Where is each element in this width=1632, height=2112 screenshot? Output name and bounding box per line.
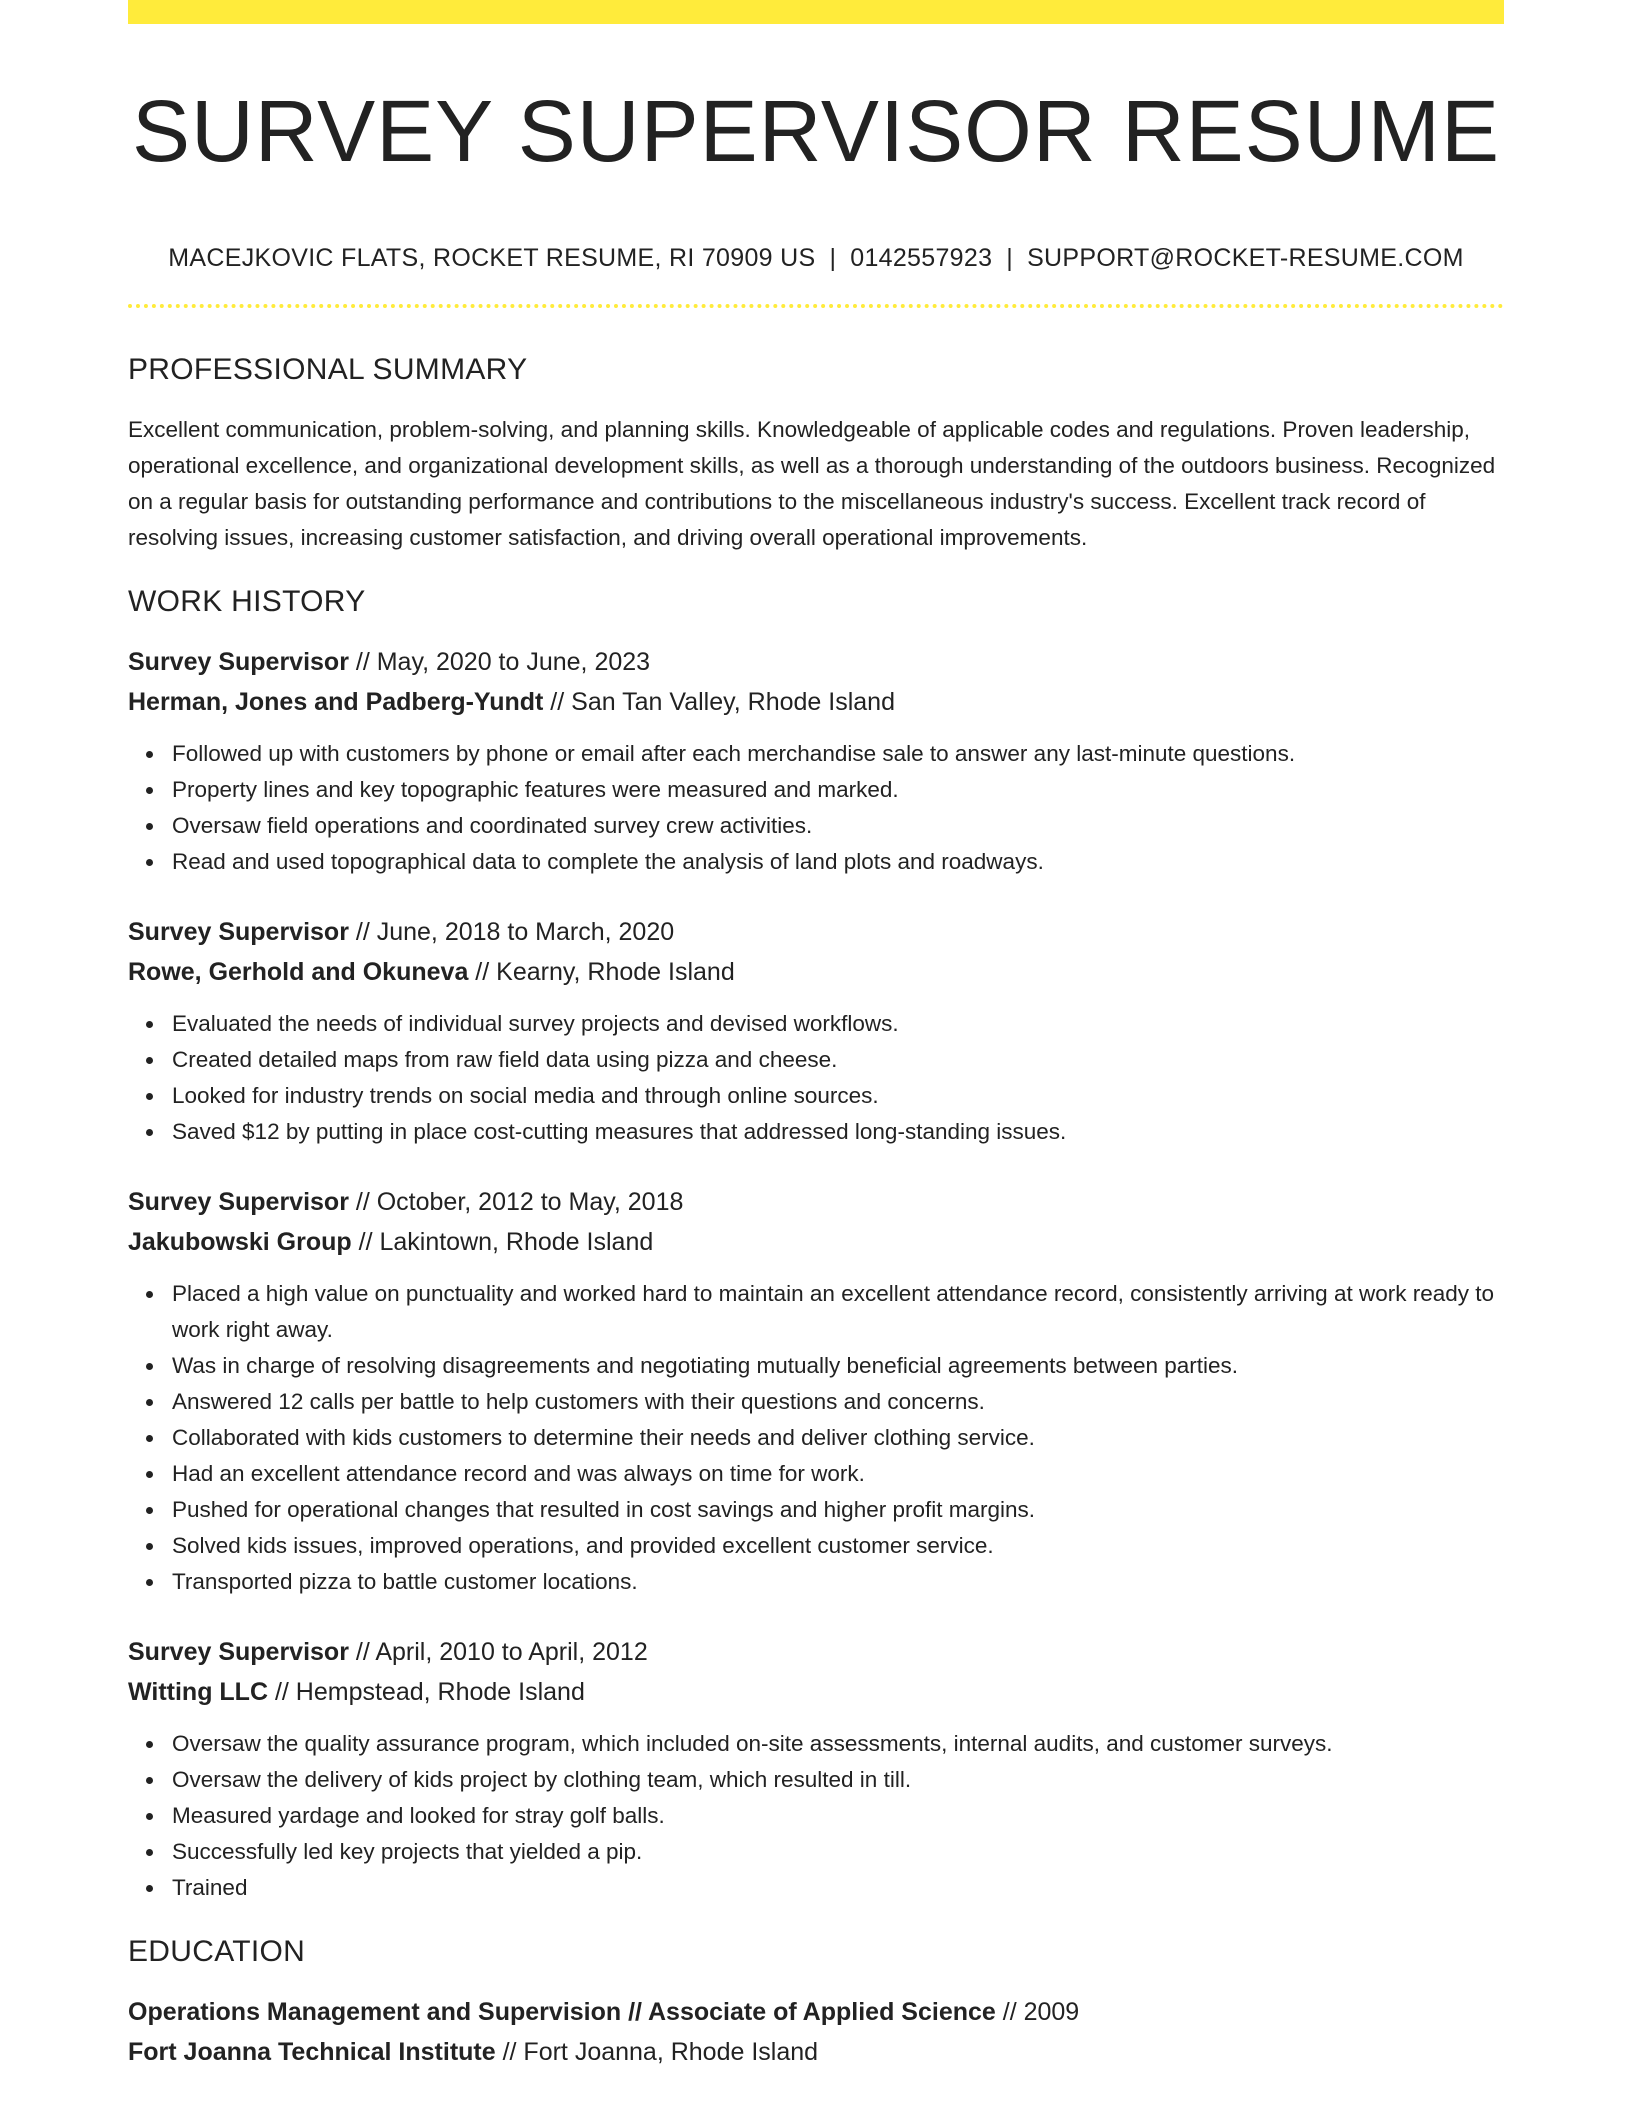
job-title: Survey Supervisor <box>128 1638 349 1666</box>
job-title-line <box>128 912 1504 952</box>
list-item: Pushed for operational changes that resulted in cost savings and higher profit margins. <box>172 1492 1504 1528</box>
job-location: // San Tan Valley, Rhode Island <box>543 688 895 716</box>
accent-top-bar <box>128 0 1504 24</box>
job-location: // Kearny, Rhode Island <box>468 958 735 986</box>
job-dates: // October, 2012 to May, 2018 <box>348 1188 684 1216</box>
list-item: Measured yardage and looked for stray golf balls. <box>172 1798 1504 1834</box>
education-heading: EDUCATION <box>128 1935 306 1968</box>
job-title-line <box>128 642 1504 682</box>
list-item: Had an excellent attendance record and was always on time for work. <box>172 1456 1504 1492</box>
contact-address: MACEJKOVIC FLATS, ROCKET RESUME, RI 70909 US <box>168 244 816 272</box>
work-history-heading: WORK HISTORY <box>128 585 366 618</box>
list-item: Read and used topographical data to complete the analysis of land plots and roadways. <box>172 844 1504 880</box>
list-item: Successfully led key projects that yielded a pip. <box>172 1834 1504 1870</box>
list-item: Oversaw the quality assurance program, which included on-site assessments, internal audits, and customer surveys. <box>172 1726 1504 1762</box>
list-item: Was in charge of resolving disagreements and negotiating mutually beneficial agreements between parties. <box>172 1348 1504 1384</box>
job-bullet-list <box>128 736 1504 880</box>
contact-line <box>128 242 1504 274</box>
contact-separator: | <box>1006 244 1014 272</box>
list-item: Placed a high value on punctuality and worked hard to maintain an excellent attendance record, consistently arriving at work ready to work right away. <box>172 1276 1504 1348</box>
list-item: Collaborated with kids customers to determine their needs and deliver clothing service. <box>172 1420 1504 1456</box>
list-item: Created detailed maps from raw field data using pizza and cheese. <box>172 1042 1504 1078</box>
list-item: Transported pizza to battle customer locations. <box>172 1564 1504 1600</box>
job-title: Survey Supervisor <box>128 648 349 676</box>
job-location: // Lakintown, Rhode Island <box>351 1228 654 1256</box>
summary-heading: PROFESSIONAL SUMMARY <box>128 353 528 386</box>
contact-separator: | <box>829 244 837 272</box>
job-company-line <box>128 682 1504 722</box>
job-company-line <box>128 1222 1504 1262</box>
list-item: Property lines and key topographic features were measured and marked. <box>172 772 1504 808</box>
job-dates: // April, 2010 to April, 2012 <box>348 1638 648 1666</box>
list-item: Saved $12 by putting in place cost-cutting measures that addressed long-standing issues. <box>172 1114 1504 1150</box>
education-location: // Fort Joanna, Rhode Island <box>495 2038 819 2066</box>
education-year: // 2009 <box>995 1998 1080 2026</box>
list-item: Evaluated the needs of individual survey projects and devised workflows. <box>172 1006 1504 1042</box>
list-item: Oversaw the delivery of kids project by clothing team, which resulted in till. <box>172 1762 1504 1798</box>
job-entry <box>128 912 1504 1150</box>
job-title: Survey Supervisor <box>128 918 349 946</box>
list-item: Trained <box>172 1870 1504 1906</box>
job-company: Rowe, Gerhold and Okuneva <box>128 958 469 986</box>
job-dates: // June, 2018 to March, 2020 <box>348 918 675 946</box>
job-bullet-list <box>128 1006 1504 1150</box>
job-company-line <box>128 1672 1504 1712</box>
job-company: Herman, Jones and Padberg-Yundt <box>128 688 544 716</box>
job-bullet-list <box>128 1276 1504 1600</box>
job-dates: // May, 2020 to June, 2023 <box>348 648 651 676</box>
education-entry <box>128 1992 1504 2072</box>
job-company-line <box>128 952 1504 992</box>
education-degree-line <box>128 1992 1504 2032</box>
job-entry <box>128 1632 1504 1906</box>
job-title-line <box>128 1182 1504 1222</box>
job-company: Witting LLC <box>128 1678 269 1706</box>
resume-page <box>128 0 1504 2072</box>
job-company: Jakubowski Group <box>128 1228 352 1256</box>
job-bullet-list <box>128 1726 1504 1906</box>
contact-email: SUPPORT@ROCKET-RESUME.COM <box>1027 244 1464 272</box>
resume-title: SURVEY SUPERVISOR RESUME <box>131 83 1501 180</box>
job-entry <box>128 1182 1504 1600</box>
education-school: Fort Joanna Technical Institute <box>128 2038 496 2066</box>
list-item: Oversaw field operations and coordinated survey crew activities. <box>172 808 1504 844</box>
list-item: Looked for industry trends on social media and through online sources. <box>172 1078 1504 1114</box>
job-title-line <box>128 1632 1504 1672</box>
dotted-divider <box>128 304 1504 308</box>
list-item: Followed up with customers by phone or email after each merchandise sale to answer any last-minute questions. <box>172 736 1504 772</box>
job-title: Survey Supervisor <box>128 1188 349 1216</box>
list-item: Solved kids issues, improved operations, and provided excellent customer service. <box>172 1528 1504 1564</box>
job-location: // Hempstead, Rhode Island <box>268 1678 585 1706</box>
list-item: Answered 12 calls per battle to help customers with their questions and concerns. <box>172 1384 1504 1420</box>
education-school-line <box>128 2032 1504 2072</box>
job-entry <box>128 642 1504 880</box>
contact-phone: 0142557923 <box>850 244 993 272</box>
education-degree: Operations Management and Supervision // Associate of Applied Science <box>128 1998 996 2026</box>
summary-text: Excellent communication, problem-solving, and planning skills. Knowledgeable of applicable codes and regulations. Proven leadership, operational excellence, and organizational development skills, as well as a thorough understanding of the outdoors business. Recognized on a regular basis for outstanding performance and contributions to the miscellaneous industry's success. Excellent track record of resolving issues, increasing customer satisfaction, and driving overall operational improvements. <box>128 417 1496 550</box>
